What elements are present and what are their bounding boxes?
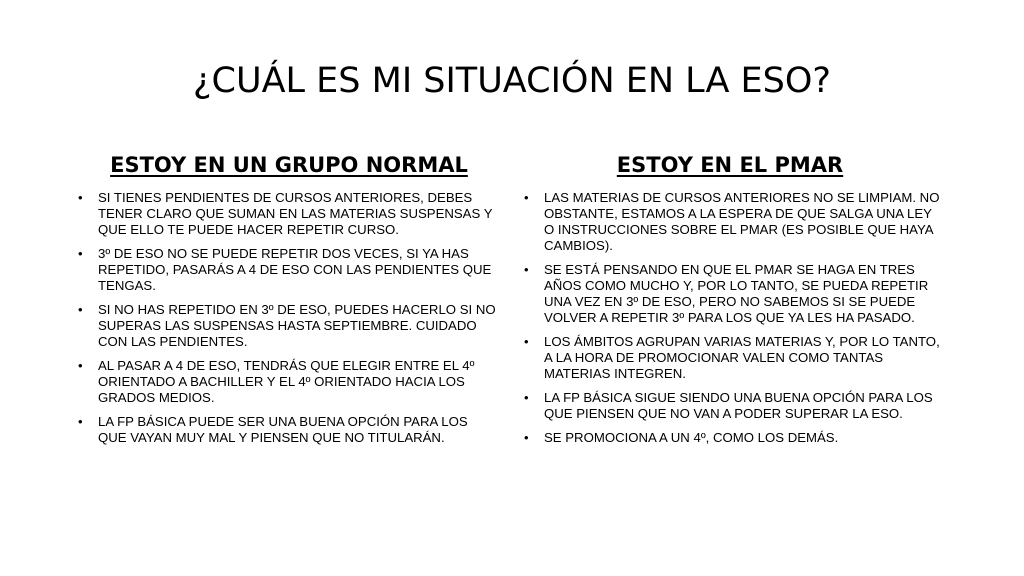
bullet-icon: • (78, 190, 83, 206)
left-column-heading: ESTOY EN UN GRUPO NORMAL (110, 153, 468, 177)
list-item-text: LAS MATERIAS DE CURSOS ANTERIORES NO SE LIMPIAM. NO OBSTANTE, ESTAMOS A LA ESPERA DE QUE SALGA UNA LEY O INSTRUCCIONES SOBRE EL PMAR (ES POSIBLE QUE HAYA CAMBIOS). (544, 190, 940, 254)
list-item-text: LA FP BÁSICA SIGUE SIENDO UNA BUENA OPCIÓN PARA LOS QUE PIENSEN QUE NO VAN A PODER SUPERAR LA ESO. (544, 390, 933, 422)
list-item-text: LOS ÁMBITOS AGRUPAN VARIAS MATERIAS Y, POR LO TANTO, A LA HORA DE PROMOCIONAR VALEN COMO TANTAS MATERIAS INTEGREN. (544, 334, 940, 382)
list-item (76, 414, 496, 446)
bullet-icon: • (524, 390, 529, 406)
left-bullet-list (76, 190, 496, 446)
list-item (76, 246, 496, 294)
bullet-icon: • (524, 430, 529, 446)
bullet-icon: • (78, 302, 83, 318)
list-item-text: SI TIENES PENDIENTES DE CURSOS ANTERIORES, DEBES TENER CLARO QUE SUMAN EN LAS MATERIAS SUSPENSAS Y QUE ELLO TE PUEDE HACER REPETIR CURSO. (98, 190, 493, 238)
right-column-heading: ESTOY EN EL PMAR (616, 153, 844, 177)
list-item (522, 262, 942, 326)
bullet-icon: • (78, 358, 83, 374)
list-item (522, 334, 942, 382)
list-item (522, 390, 942, 422)
list-item-text: SI NO HAS REPETIDO EN 3º DE ESO, PUEDES HACERLO SI NO SUPERAS LAS SUSPENSAS HASTA SEPTIEMBRE. CUIDADO CON LAS PENDIENTES. (98, 302, 496, 350)
right-bullet-list (522, 190, 942, 446)
bullet-icon: • (524, 334, 529, 350)
bullet-icon: • (524, 190, 529, 206)
right-column (522, 152, 942, 454)
list-item (76, 358, 496, 406)
list-item (76, 190, 496, 238)
slide-title: ¿CUÁL ES MI SITUACIÓN EN LA ESO? (192, 61, 832, 101)
list-item (76, 302, 496, 350)
list-item-text: SE ESTÁ PENSANDO EN QUE EL PMAR SE HAGA EN TRES AÑOS COMO MUCHO Y, POR LO TANTO, SE PUEDA REPETIR UNA VEZ EN 3º DE ESO, PERO NO SABEMOS SI SE PUEDE VOLVER A REPETIR 3º PARA LOS QUE YA LES HA PASADO. (544, 262, 929, 326)
list-item-text: LA FP BÁSICA PUEDE SER UNA BUENA OPCIÓN PARA LOS QUE VAYAN MUY MAL Y PIENSEN QUE NO TITULARÁN. (98, 414, 468, 446)
list-item-text: AL PASAR A 4 DE ESO, TENDRÁS QUE ELEGIR ENTRE EL 4º ORIENTADO A BACHILLER Y EL 4º ORIENTADO HACIA LOS GRADOS MEDIOS. (98, 358, 475, 406)
list-item-text: 3º DE ESO NO SE PUEDE REPETIR DOS VECES, SI YA HAS REPETIDO, PASARÁS A 4 DE ESO CON LAS PENDIENTES QUE TENGAS. (98, 246, 492, 294)
list-item-text: SE PROMOCIONA A UN 4º, COMO LOS DEMÁS. (544, 430, 839, 446)
bullet-icon: • (78, 414, 83, 430)
left-column (76, 152, 496, 454)
bullet-icon: • (78, 246, 83, 262)
bullet-icon: • (524, 262, 529, 278)
list-item (522, 190, 942, 254)
list-item (522, 430, 942, 446)
